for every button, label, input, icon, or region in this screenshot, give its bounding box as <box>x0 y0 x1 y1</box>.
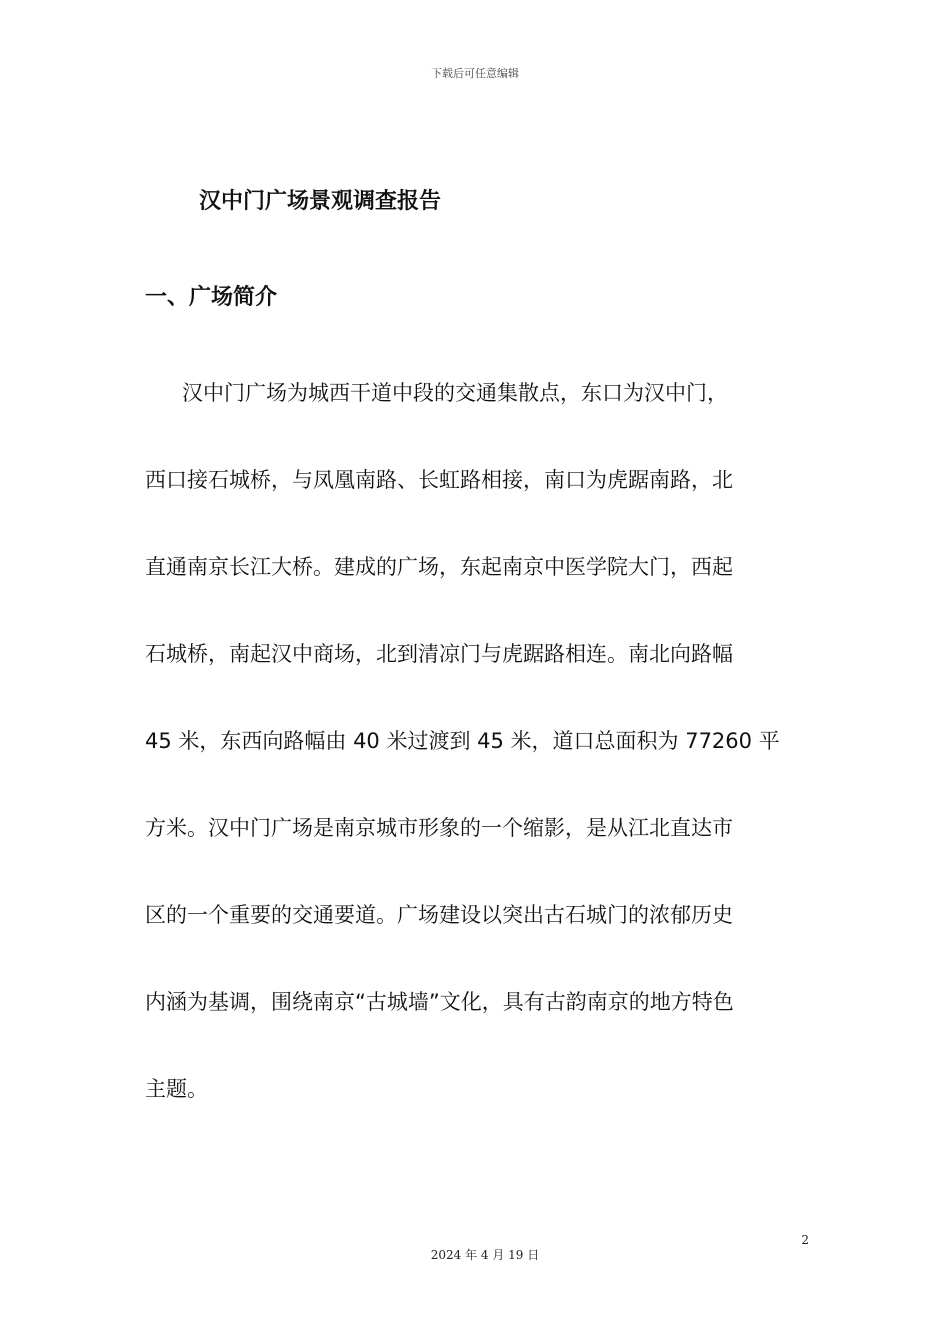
paragraph-line: 方米。汉中门广场是南京城市形象的一个缩影，是从江北直达市 <box>145 816 733 840</box>
paragraph-line: 汉中门广场为城西干道中段的交通集散点，东口为汉中门， <box>182 381 728 405</box>
paragraph-line: 区的一个重要的交通要道。广场建设以突出古石城门的浓郁历史 <box>145 903 733 927</box>
section-heading: 一、广场简介 <box>145 285 278 310</box>
page-footer-date: 2024 年 4 月 19 日 <box>430 1248 540 1262</box>
paragraph-line: 石城桥，南起汉中商场，北到清凉门与虎踞路相连。南北向路幅 <box>145 642 733 666</box>
paragraph-line: 直通南京长江大桥。建成的广场，东起南京中医学院大门，西起 <box>145 555 733 579</box>
paragraph-line: 内涵为基调，围绕南京“古城墙”文化，具有古韵南京的地方特色 <box>145 990 734 1014</box>
page-number: 2 <box>801 1233 809 1247</box>
page-header: 下载后可任意编辑 <box>431 67 519 80</box>
paragraph-line: 主题。 <box>145 1077 208 1101</box>
paragraph-line: 西口接石城桥，与凤凰南路、长虹路相接，南口为虎踞南路，北 <box>145 468 733 492</box>
paragraph-line: 45 米，东西向路幅由 40 米过渡到 45 米，道口总面积为 77260 平 <box>145 729 780 753</box>
document-title: 汉中门广场景观调查报告 <box>199 189 442 214</box>
